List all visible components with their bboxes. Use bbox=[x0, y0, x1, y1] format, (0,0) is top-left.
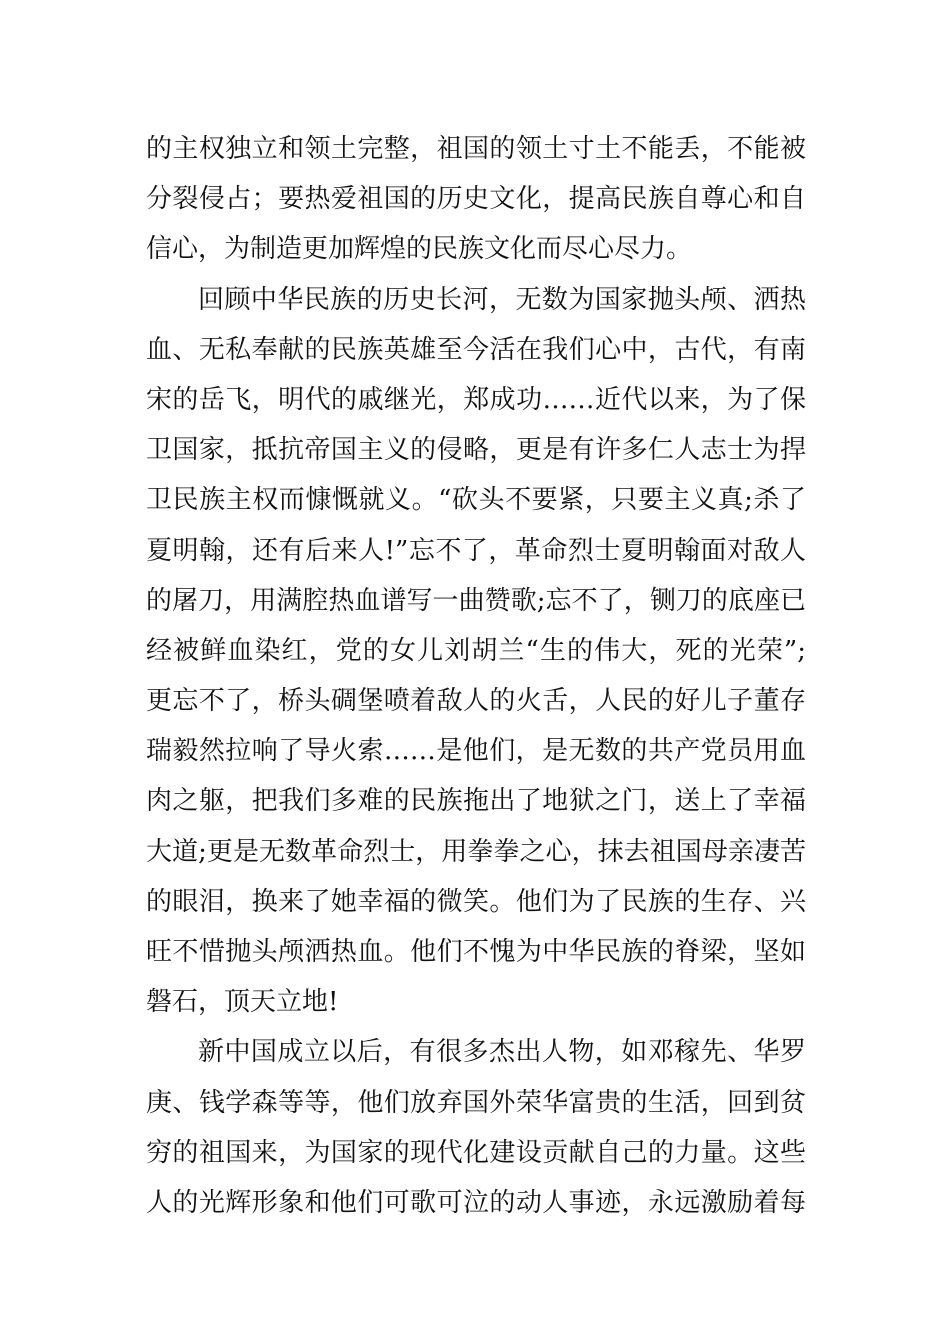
text-line: 的眼泪，换来了她幸福的微笑。他们为了民族的生存、兴 bbox=[146, 886, 806, 917]
paragraph-first-line: 回顾中华民族的历史长河，无数为国家抛头颅、洒热 bbox=[198, 284, 806, 315]
text-line: 磐石，顶天立地! bbox=[146, 987, 339, 1018]
text-line: 卫民族主权而慷慨就义。“砍头不要紧，只要主义真;杀了 bbox=[146, 485, 806, 516]
text-line: 卫国家，抵抗帝国主义的侵略，更是有许多仁人志士为捍 bbox=[146, 435, 806, 466]
text-line: 穷的祖国来，为国家的现代化建设贡献自己的力量。这些 bbox=[146, 1137, 806, 1168]
text-line: 肉之躯，把我们多难的民族拖出了地狱之门，送上了幸福 bbox=[146, 786, 806, 817]
text-line: 血、无私奉献的民族英雄至今活在我们心中，古代，有南 bbox=[146, 334, 806, 365]
text-line: 的屠刀，用满腔热血谱写一曲赞歌;忘不了，铡刀的底座已 bbox=[146, 585, 806, 616]
text-line: 大道;更是无数革命烈士，用拳拳之心，抹去祖国母亲凄苦 bbox=[146, 836, 806, 867]
text-line: 宋的岳飞，明代的戚继光，郑成功……近代以来，为了保 bbox=[146, 384, 806, 415]
text-line: 分裂侵占；要热爱祖国的历史文化，提高民族自尊心和自 bbox=[146, 184, 806, 215]
text-line: 的主权独立和领土完整，祖国的领土寸土不能丢，不能被 bbox=[146, 134, 806, 164]
text-line: 旺不惜抛头颅洒热血。他们不愧为中华民族的脊梁，坚如 bbox=[146, 937, 806, 967]
text-line: 瑞毅然拉响了导火索……是他们，是无数的共产党员用血 bbox=[146, 736, 806, 767]
text-line: 更忘不了，桥头碉堡喷着敌人的火舌，人民的好儿子董存 bbox=[146, 686, 806, 717]
text-line: 夏明翰，还有后来人!”忘不了，革命烈士夏明翰面对敌人 bbox=[146, 535, 806, 566]
body-text bbox=[146, 124, 806, 1228]
text-line: 庚、钱学森等等，他们放弃国外荣华富贵的生活，回到贫 bbox=[146, 1087, 806, 1118]
text-line: 经被鲜血染红，党的女儿刘胡兰“生的伟大，死的光荣”; bbox=[146, 635, 806, 666]
text-line: 信心，为制造更加辉煌的民族文化而尽心尽力。 bbox=[146, 234, 693, 265]
text-line: 人的光辉形象和他们可歌可泣的动人事迹，永远激励着每 bbox=[146, 1187, 806, 1218]
paragraph-first-line: 新中国成立以后，有很多杰出人物，如邓稼先、华罗 bbox=[198, 1037, 806, 1068]
